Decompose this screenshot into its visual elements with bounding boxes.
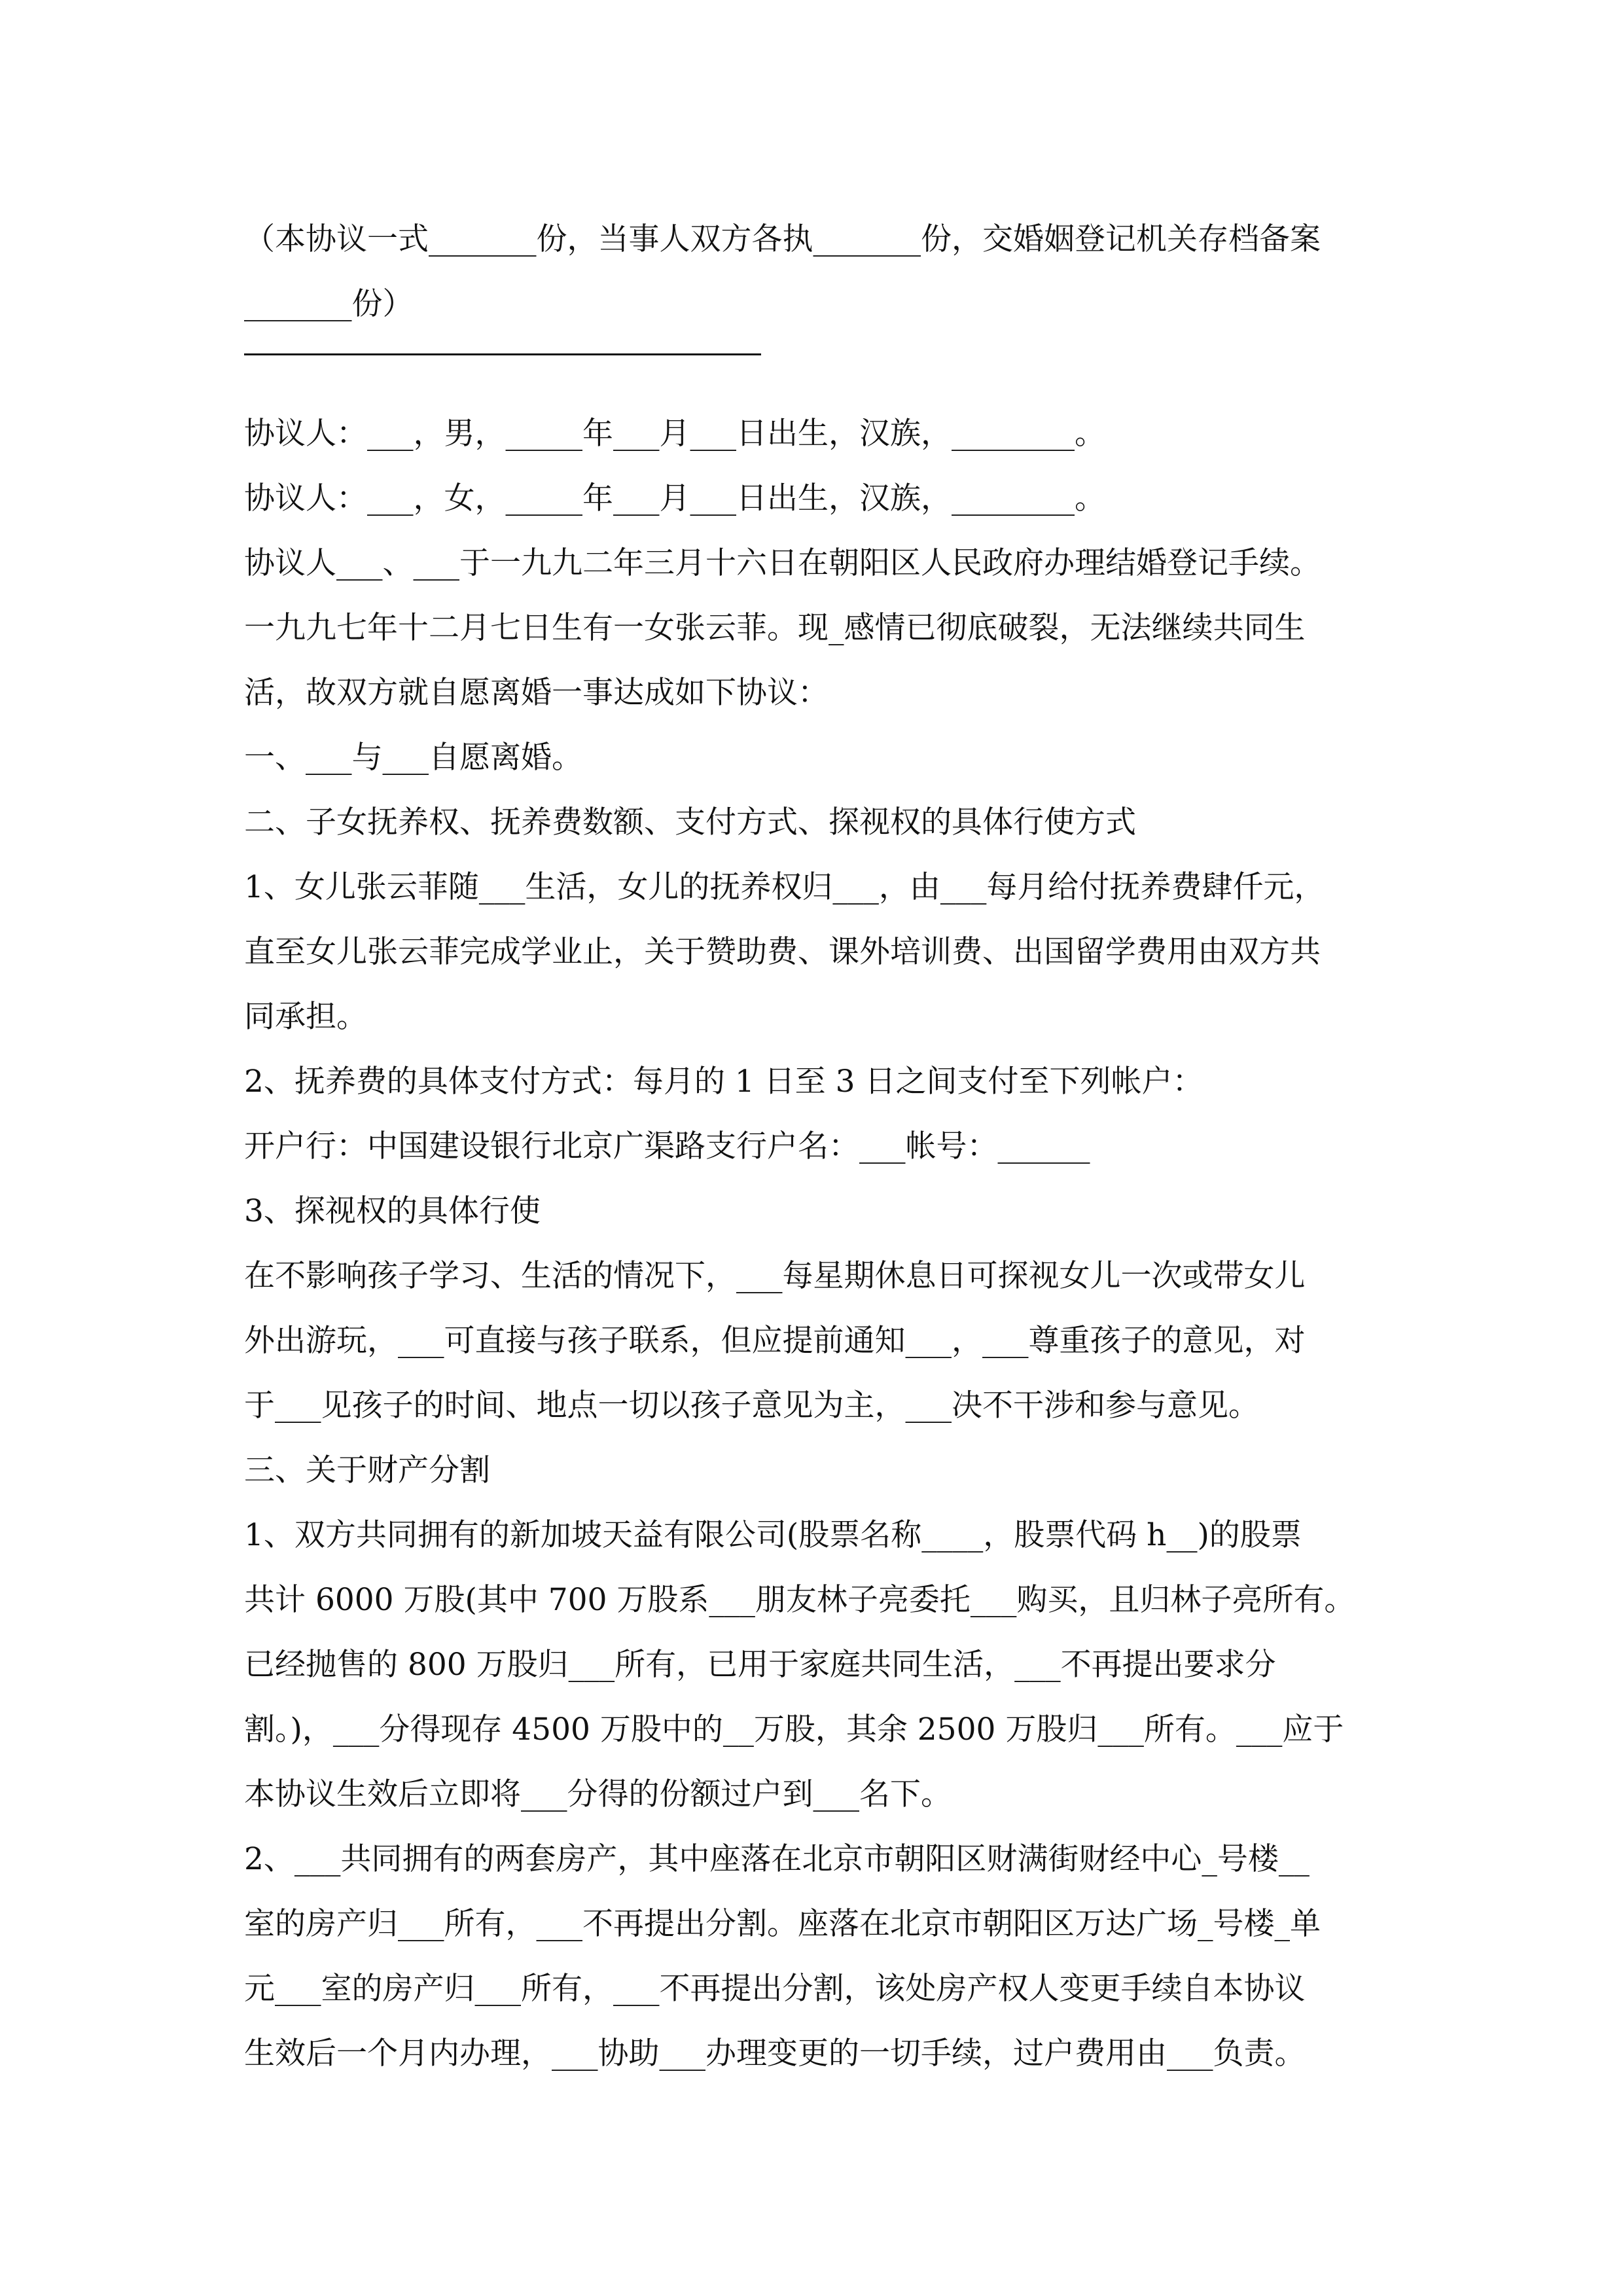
clause-2-3-heading: 3、探视权的具体行使 — [244, 1193, 541, 1229]
clause-2-1-line-2: 直至女儿张云菲完成学业止，关于赞助费、课外培训费、出国留学费用由双方共 — [244, 934, 1321, 970]
party-female-line: 协议人：___，女，_____年___月___日出生，汉族，________。 — [244, 480, 1105, 516]
rule-bar — [244, 353, 761, 355]
section-3-heading: 三、关于财产分割 — [244, 1452, 490, 1488]
section-2-heading: 二、子女抚养权、抚养费数额、支付方式、探视权的具体行使方式 — [244, 804, 1136, 840]
intro-line-3: 活，故双方就自愿离婚一事达成如下协议： — [244, 675, 829, 711]
clause-2-1-line-3: 同承担。 — [244, 999, 367, 1035]
horizontal-rule — [244, 336, 1396, 401]
copies-note-line-2: _______份） — [244, 286, 414, 322]
clause-3-1-line-1: 1、双方共同拥有的新加坡天益有限公司(股票名称____，股票代码 h__)的股票 — [244, 1517, 1302, 1553]
intro-line-2: 一九九七年十二月七日生有一女张云菲。现_感情已彻底破裂，无法继续共同生 — [244, 610, 1306, 646]
bank-account-line: 开户行：中国建设银行北京广渠路支行户名：___帐号：______ — [244, 1128, 1090, 1164]
clause-3-2-line-1: 2、___共同拥有的两套房产，其中座落在北京市朝阳区财满街财经中心_号楼__ — [244, 1841, 1310, 1877]
clause-3-1-line-4: 割。)，___分得现存 4500 万股中的__万股，其余 2500 万股归___所有。___应于 — [244, 1712, 1344, 1748]
clause-2-2-line: 2、抚养费的具体支付方式：每月的 1 日至 3 日之间支付至下列帐户： — [244, 1064, 1204, 1100]
copies-note-line-1: （本协议一式_______份，当事人双方各执_______份，交婚姻登记机关存档备案 — [244, 221, 1321, 257]
document-page — [244, 207, 1396, 2086]
party-male-line: 协议人：___，男，_____年___月___日出生，汉族，________。 — [244, 416, 1105, 452]
section-1-line: 一、___与___自愿离婚。 — [244, 740, 582, 776]
clause-3-2-line-3: 元___室的房产归___所有，___不再提出分割，该处房产权人变更手续自本协议 — [244, 1971, 1306, 2007]
visitation-line-3: 于___见孩子的时间、地点一切以孩子意见为主，___决不干涉和参与意见。 — [244, 1388, 1259, 1424]
clause-3-2-line-2: 室的房产归___所有，___不再提出分割。座落在北京市朝阳区万达广场_号楼_单 — [244, 1906, 1321, 1942]
clause-2-1-line-1: 1、女儿张云菲随___生活，女儿的抚养权归___，由___每月给付抚养费肆仟元， — [244, 869, 1325, 905]
visitation-line-1: 在不影响孩子学习、生活的情况下，___每星期休息日可探视女儿一次或带女儿 — [244, 1258, 1306, 1294]
clause-3-1-line-3: 已经抛售的 800 万股归___所有，已用于家庭共同生活，___不再提出要求分 — [244, 1647, 1276, 1683]
visitation-line-2: 外出游玩，___可直接与孩子联系，但应提前通知___，___尊重孩子的意见，对 — [244, 1323, 1306, 1359]
clause-3-1-line-5: 本协议生效后立即将___分得的份额过户到___名下。 — [244, 1776, 952, 1812]
intro-line-1: 协议人___、___于一九九二年三月十六日在朝阳区人民政府办理结婚登记手续。 — [244, 545, 1321, 581]
clause-3-2-line-4: 生效后一个月内办理，___协助___办理变更的一切手续，过户费用由___负责。 — [244, 2036, 1306, 2072]
clause-3-1-line-2: 共计 6000 万股(其中 700 万股系___朋友林子亮委托___购买，且归林子亮所有。 — [244, 1582, 1355, 1618]
